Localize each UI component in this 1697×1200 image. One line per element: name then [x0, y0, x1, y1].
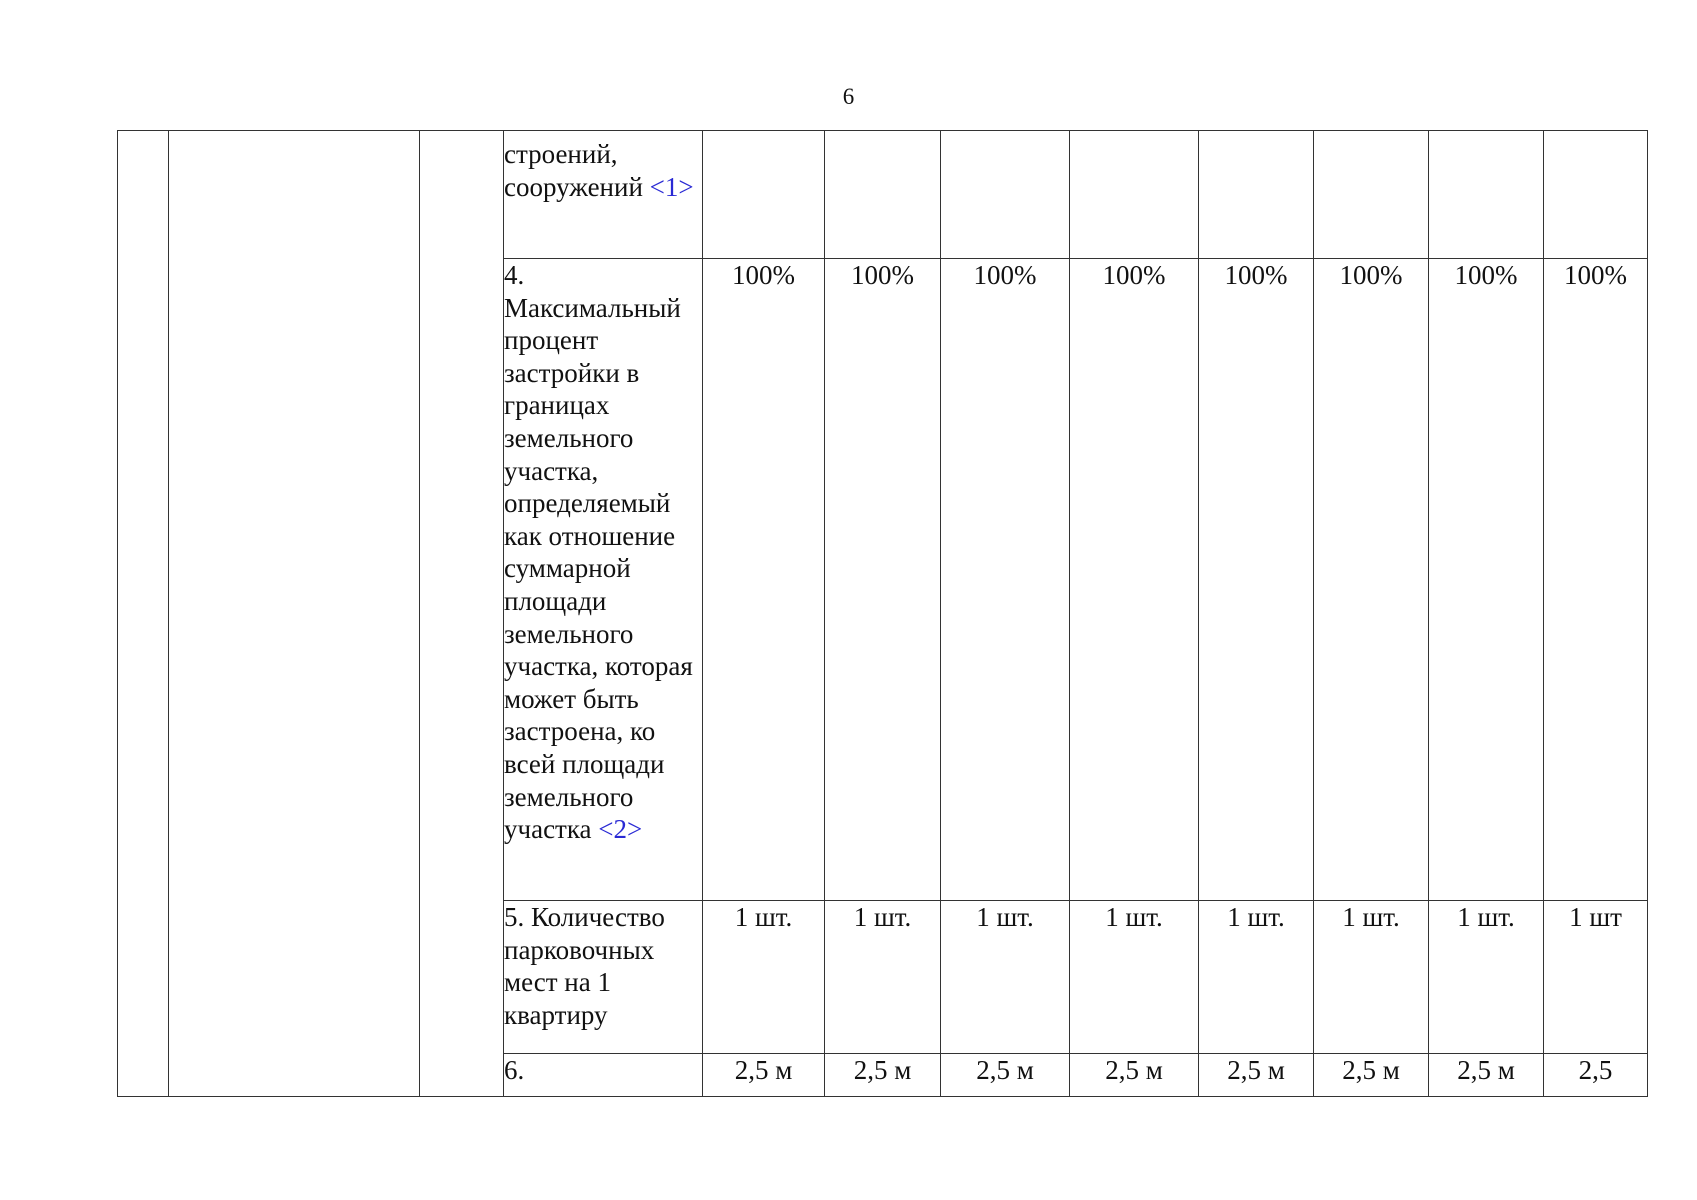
number-column-cell	[118, 131, 169, 1097]
parameter-text: 5. Количество парковочных мест на 1 квартиру	[504, 902, 665, 1030]
page-number: 6	[842, 84, 855, 109]
value-cell	[1314, 131, 1429, 259]
parameter-cell	[504, 901, 703, 1054]
value-cell: 1 шт.	[703, 901, 825, 1054]
value-cell	[1544, 131, 1648, 259]
parameter-cell	[504, 1054, 703, 1097]
value-cell: 100%	[1199, 259, 1314, 901]
parameter-cell	[504, 131, 703, 259]
value-cell: 100%	[1544, 259, 1648, 901]
value-cell: 2,5 м	[1199, 1054, 1314, 1097]
value-cell	[825, 131, 941, 259]
footnote-link-2[interactable]: <2>	[598, 814, 643, 845]
value-cell: 1 шт.	[1314, 901, 1429, 1054]
value-cell: 2,5 м	[703, 1054, 825, 1097]
code-column-cell	[420, 131, 504, 1097]
value-cell: 100%	[1314, 259, 1429, 901]
parameter-text: 6.	[504, 1055, 525, 1085]
value-cell: 1 шт	[1544, 901, 1648, 1054]
value-cell: 100%	[941, 259, 1070, 901]
value-cell: 2,5 м	[825, 1054, 941, 1097]
value-cell: 100%	[1070, 259, 1199, 901]
parameter-cell	[504, 259, 703, 901]
value-cell	[1199, 131, 1314, 259]
value-cell: 1 шт.	[825, 901, 941, 1054]
table-row	[118, 131, 1648, 259]
value-cell	[941, 131, 1070, 259]
value-cell: 2,5 м	[1429, 1054, 1544, 1097]
zoning-parameters-table	[117, 130, 1648, 1097]
value-cell	[703, 131, 825, 259]
value-cell: 100%	[703, 259, 825, 901]
footnote-link-1[interactable]: <1>	[649, 171, 694, 202]
value-cell: 2,5	[1544, 1054, 1648, 1097]
value-cell: 100%	[825, 259, 941, 901]
value-cell: 100%	[1429, 259, 1544, 901]
value-cell: 2,5 м	[1314, 1054, 1429, 1097]
parameter-text: строений, сооружений	[504, 139, 650, 202]
value-cell	[1429, 131, 1544, 259]
value-cell: 2,5 м	[941, 1054, 1070, 1097]
value-cell: 1 шт.	[1429, 901, 1544, 1054]
value-cell: 1 шт.	[1070, 901, 1199, 1054]
zone-name-cell	[169, 131, 420, 1097]
value-cell	[1070, 131, 1199, 259]
value-cell: 1 шт.	[1199, 901, 1314, 1054]
value-cell: 1 шт.	[941, 901, 1070, 1054]
value-cell: 2,5 м	[1070, 1054, 1199, 1097]
parameter-text: 4. Максимальный процент застройки в границах земельного участка, определяемый как отношение суммарной площади земельного участка, которая может быть застроена, ко всей площади земельного участка	[504, 260, 693, 845]
